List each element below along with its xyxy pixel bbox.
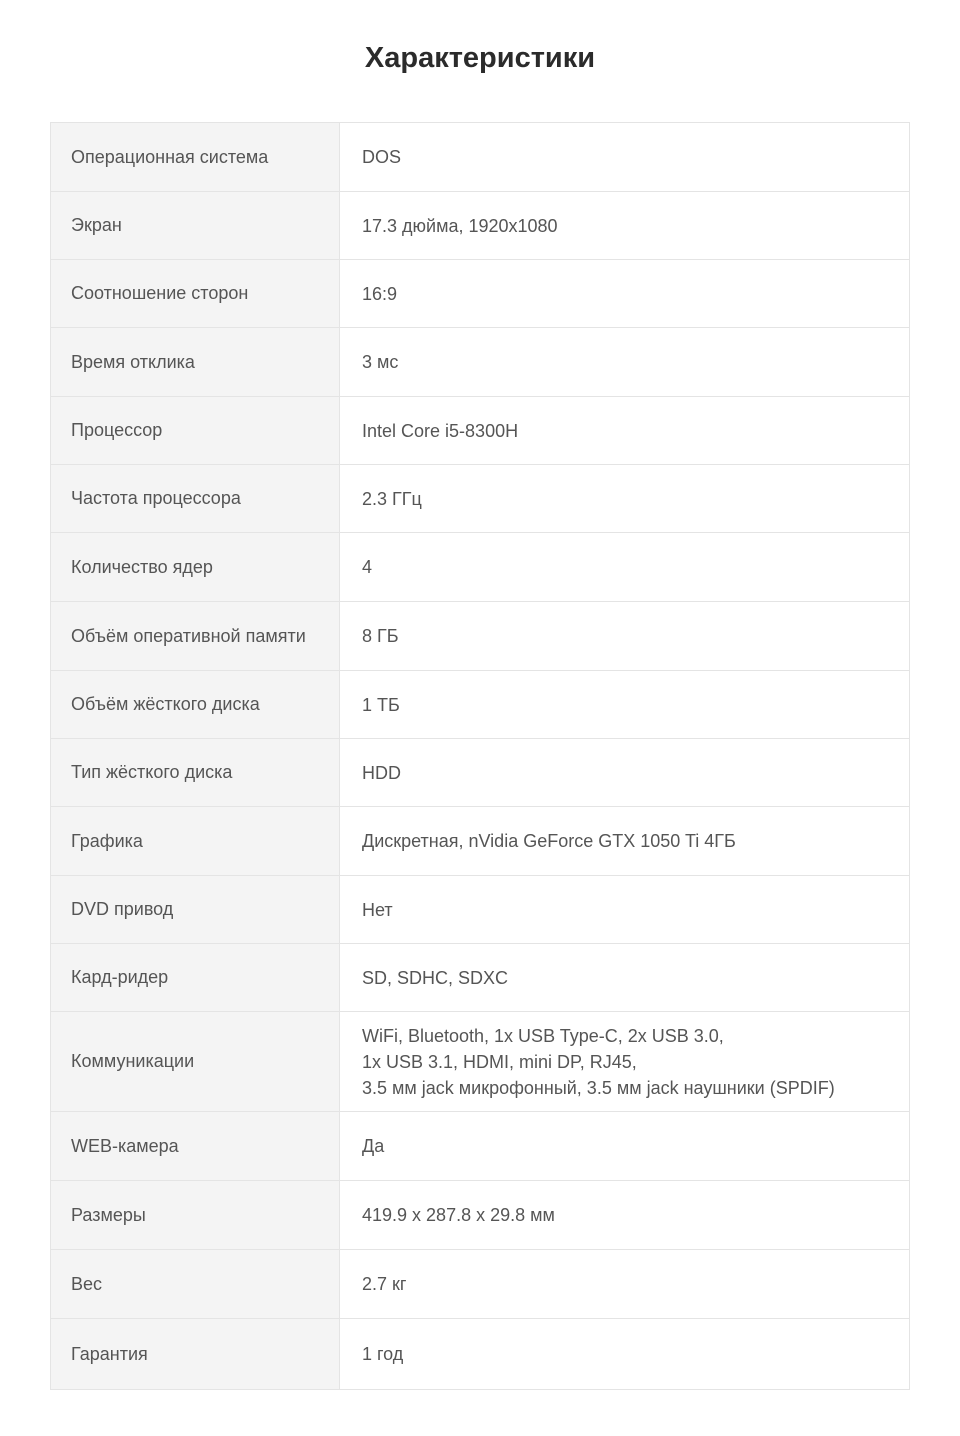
spec-row	[51, 192, 909, 260]
spec-row	[51, 123, 909, 192]
spec-value-line: Дискретная, nVidia GeForce GTX 1050 Ti 4ГБ	[362, 831, 736, 851]
spec-value-line: Intel Core i5-8300H	[362, 420, 519, 441]
spec-label: Количество ядер	[51, 533, 340, 601]
spec-row	[51, 1112, 909, 1181]
spec-row	[51, 465, 909, 533]
spec-value	[340, 602, 909, 670]
spec-label: Тип жёсткого диска	[51, 739, 340, 806]
spec-row	[51, 671, 909, 739]
spec-row	[51, 1012, 909, 1112]
spec-value-line: 1 год	[362, 1344, 404, 1364]
spec-value	[340, 1112, 909, 1180]
spec-label: Время отклика	[51, 328, 340, 396]
spec-value-line: 16:9	[362, 283, 398, 304]
spec-value	[340, 397, 909, 464]
spec-label: Операционная система	[51, 123, 340, 191]
spec-label: Вес	[51, 1250, 340, 1318]
spec-row	[51, 397, 909, 465]
spec-label: Кард-ридер	[51, 944, 340, 1011]
spec-row	[51, 260, 909, 328]
spec-row	[51, 1181, 909, 1250]
spec-value-line: 2.7 кг	[362, 1274, 407, 1294]
spec-value-line: DOS	[362, 147, 402, 167]
spec-value-line: 4	[362, 557, 373, 577]
spec-label: Частота процессора	[51, 465, 340, 532]
spec-value-line: 1 ТБ	[362, 694, 400, 715]
spec-value	[340, 328, 909, 396]
spec-label: Объём оперативной памяти	[51, 602, 340, 670]
spec-value-line: Нет	[362, 899, 393, 920]
spec-row	[51, 1250, 909, 1319]
spec-row	[51, 1319, 909, 1389]
spec-row	[51, 602, 909, 671]
spec-label: Графика	[51, 807, 340, 875]
spec-value-line: 419.9 x 287.8 x 29.8 мм	[362, 1205, 555, 1225]
spec-row	[51, 739, 909, 807]
spec-label: WEB-камера	[51, 1112, 340, 1180]
spec-value	[340, 533, 909, 601]
spec-label: Экран	[51, 192, 340, 259]
spec-table	[50, 122, 910, 1390]
spec-value	[340, 192, 909, 259]
spec-label: Соотношение сторон	[51, 260, 340, 327]
spec-value	[340, 739, 909, 806]
spec-value	[340, 944, 909, 1011]
spec-label: Объём жёсткого диска	[51, 671, 340, 738]
spec-value-line: WiFi, Bluetooth, 1x USB Type-C, 2x USB 3.0,	[362, 1025, 724, 1046]
spec-label: Процессор	[51, 397, 340, 464]
spec-label: Гарантия	[51, 1319, 340, 1389]
spec-value	[340, 876, 909, 943]
spec-row	[51, 533, 909, 602]
spec-value-line: 17.3 дюйма, 1920x1080	[362, 215, 558, 236]
spec-row	[51, 328, 909, 397]
spec-value-line: 1x USB 3.1, HDMI, mini DP, RJ45,	[362, 1051, 637, 1072]
spec-row	[51, 807, 909, 876]
spec-value	[340, 1181, 909, 1249]
spec-value	[340, 1012, 909, 1111]
spec-row	[51, 876, 909, 944]
spec-value	[340, 1319, 909, 1389]
spec-row	[51, 944, 909, 1012]
spec-value-line: Да	[362, 1136, 385, 1156]
spec-value-line: 3 мс	[362, 352, 399, 372]
spec-value-line: 2.3 ГГц	[362, 488, 422, 509]
spec-label: Размеры	[51, 1181, 340, 1249]
spec-value	[340, 260, 909, 327]
spec-value-line: SD, SDHC, SDXC	[362, 967, 509, 988]
spec-label: Коммуникации	[51, 1012, 340, 1111]
spec-value	[340, 1250, 909, 1318]
page-title: Характеристики	[364, 42, 596, 74]
spec-value-line: HDD	[362, 762, 401, 783]
spec-value-line: 8 ГБ	[362, 626, 399, 646]
spec-value	[340, 123, 909, 191]
spec-value	[340, 671, 909, 738]
spec-value	[340, 807, 909, 875]
spec-value	[340, 465, 909, 532]
spec-label: DVD привод	[51, 876, 340, 943]
spec-value-line: 3.5 мм jack микрофонный, 3.5 мм jack наушники (SPDIF)	[362, 1077, 835, 1098]
